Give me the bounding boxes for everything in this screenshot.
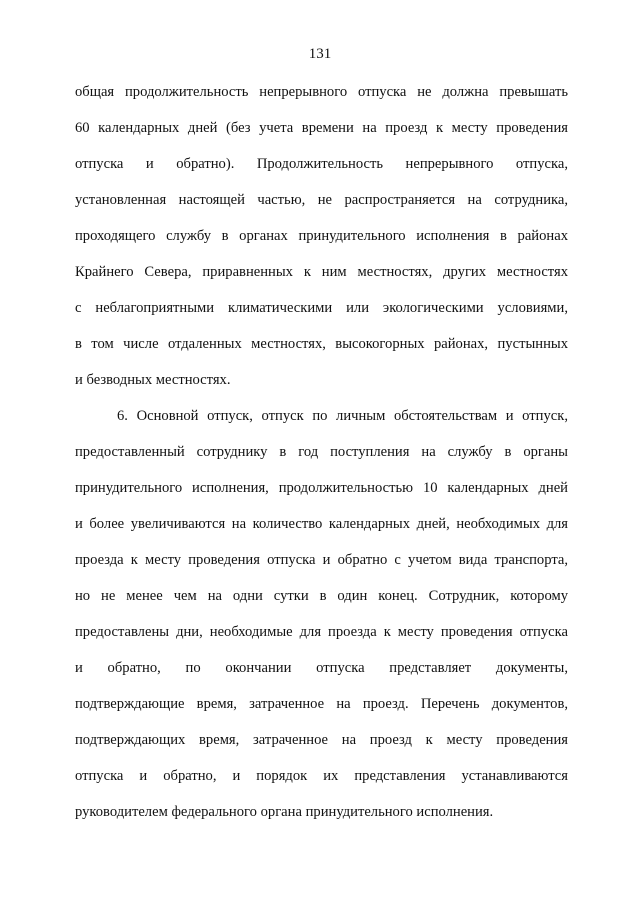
text-line: отпуска и обратно). Продолжительность непрерывного отпуска, xyxy=(75,156,568,172)
text-line: принудительного исполнения, продолжительностью 10 календарных дней xyxy=(75,480,568,496)
text-line: подтверждающих время, затраченное на проезд к месту проведения xyxy=(75,732,568,748)
text-line: предоставленный сотруднику в год поступления на службу в органы xyxy=(75,444,568,460)
text-line: но не менее чем на одни сутки в один конец. Сотрудник, которому xyxy=(75,588,568,604)
text-line: в том числе отдаленных местностях, высокогорных районах, пустынных xyxy=(75,336,568,352)
text-line: предоставлены дни, необходимые для проезда к месту проведения отпуска xyxy=(75,624,568,640)
text-line: и обратно, по окончании отпуска представляет документы, xyxy=(75,660,568,676)
text-line: 60 календарных дней (без учета времени на проезд к месту проведения xyxy=(75,120,568,136)
page-number: 131 xyxy=(308,46,332,62)
text-line: подтверждающие время, затраченное на проезд. Перечень документов, xyxy=(75,696,568,712)
text-line: и более увеличиваются на количество календарных дней, необходимых для xyxy=(75,516,568,532)
text-line: руководителем федерального органа принудительного исполнения. xyxy=(75,804,494,820)
text-line: установленная настоящей частью, не распространяется на сотрудника, xyxy=(75,192,568,208)
text-line: с неблагоприятными климатическими или экологическими условиями, xyxy=(75,300,568,316)
text-line: Крайнего Севера, приравненных к ним местностях, других местностях xyxy=(75,264,568,280)
text-line: и безводных местностях. xyxy=(75,372,231,388)
text-line: общая продолжительность непрерывного отпуска не должна превышать xyxy=(75,84,568,100)
text-line: отпуска и обратно, и порядок их представления устанавливаются xyxy=(75,768,568,784)
text-line: проходящего службу в органах принудительного исполнения в районах xyxy=(75,228,568,244)
paragraph-start-line: 6. Основной отпуск, отпуск по личным обстоятельствам и отпуск, xyxy=(117,408,568,424)
text-line: проезда к месту проведения отпуска и обратно с учетом вида транспорта, xyxy=(75,552,568,568)
